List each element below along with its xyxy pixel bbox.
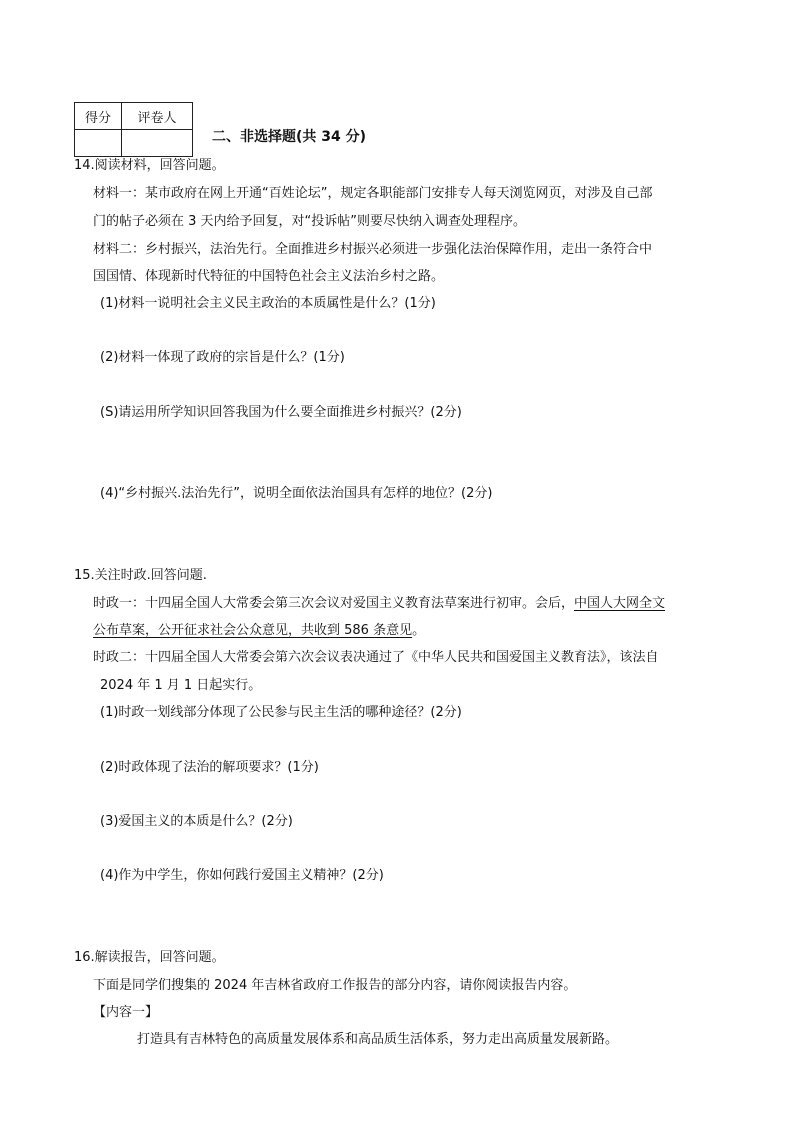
grader-header: 评卷人 [122,103,193,130]
score-cell [75,130,122,157]
q15-stem: 15.关注时政.回答问题. [74,568,207,583]
q14-sub3: (S)请运用所学知识回答我国为什么要全面推进乡村振兴？(2分) [100,405,462,420]
q15-sub3: (3)爱国主义的本质是什么？(2分) [100,814,293,829]
q14-sub4: (4)“乡村振兴.法治先行”，说明全面依法治国具有怎样的地位？(2分) [100,486,493,501]
q16-intro: 下面是同学们搜集的 2024 年吉林省政府工作报告的部分内容，请你阅读报告内容。 [93,978,577,993]
q14-material2-line2: 国国情、体现新时代特征的中国特色社会主义法治乡村之路。 [93,269,445,284]
q15-news1-line2 [93,621,425,641]
q15-news1-line1 [93,594,665,614]
q14-material2-line1: 材料二：乡村振兴，法治先行。全面推进乡村振兴必须进一步强化法治保障作用，走出一条符合中 [93,242,653,257]
q15-news2-line1: 时政二：十四届全国人大常委会第六次会议表决通过了《中华人民共和国爱国主义教育法》，该法自 [93,650,659,665]
section-title: 二、非选择题(共 34 分) [212,129,367,145]
q15-sub4: (4)作为中学生，你如何践行爱国主义精神？(2分) [100,868,384,883]
grader-cell [122,130,193,157]
score-table [74,102,193,157]
q14-stem: 14.阅读材料，回答问题。 [74,158,225,173]
q15-news1-line2-underlined: 公布草案，公开征求社会公众意见，共收到 586 条意见 [93,623,413,638]
q15-news1-line1-underlined: 中国人大网全文 [574,596,666,611]
q15-news2-line2: 2024 年 1 月 1 日起实行。 [100,678,262,693]
q16-content1-label: 【内容一】 [93,1005,159,1020]
q14-material1-line1: 材料一：某市政府在网上开通“百姓论坛”，规定各职能部门安排专人每天浏览网页，对涉及自己部 [93,186,653,201]
q16-content1-text: 打造具有吉林特色的高质量发展体系和高品质生活体系，努力走出高质量发展新路。 [137,1032,619,1047]
q15-news1-line2-end: 。 [412,623,426,638]
q15-sub1: (1)时政一划线部分体现了公民参与民主生活的哪种途径？(2分) [100,705,462,720]
q14-material1-line2: 门的帖子必须在 3 天内给予回复，对“投诉帖”则要尽快纳入调查处理程序。 [93,214,527,229]
q14-sub2: (2)材料一体现了政府的宗旨是什么？(1分) [100,350,345,365]
score-header: 得分 [75,103,122,130]
q16-stem: 16.解读报告，回答问题。 [74,950,225,965]
q15-news1-line1-plain: 时政一：十四届全国人大常委会第三次会议对爱国主义教育法草案进行初审。会后， [93,596,575,611]
q15-sub2: (2)时政体现了法治的解项要求？(1分) [100,760,319,775]
q14-sub1: (1)材料一说明社会主义民主政治的本质属性是什么？(1分) [100,296,436,311]
